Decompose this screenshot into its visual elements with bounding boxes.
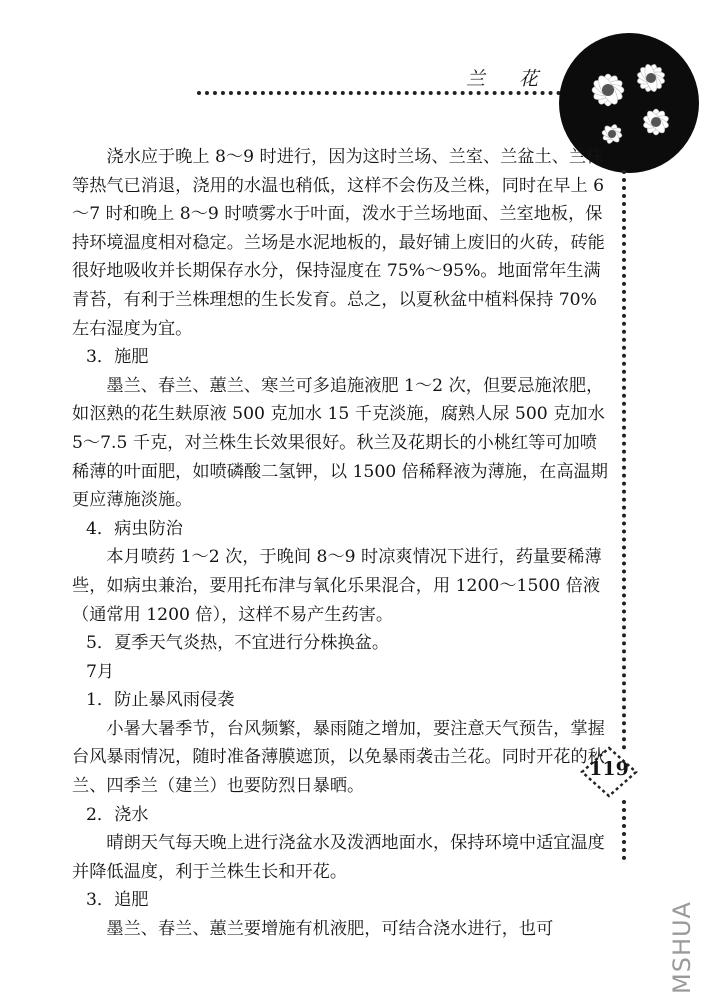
month-heading: 7月 <box>86 661 115 682</box>
body-text <box>72 143 610 944</box>
page-number: 119 <box>589 758 629 780</box>
margin-dotted-border-lower <box>622 800 636 860</box>
section-heading: 1．防止暴风雨侵袭 <box>86 690 235 711</box>
section-heading: 2．浇水 <box>86 804 149 825</box>
margin-dotted-border <box>622 170 636 750</box>
paragraph: 墨兰、春兰、蕙兰、寒兰可多追施液肥 1～2 次，但要忌施浓肥，如沤熟的花生麸原液 500 克加水 15 千克淡施，腐熟人尿 500 克加水 5～7.5 千克，对兰株生长效果很好。秋兰及花期长的小桃红等可加喷稀薄的叶面肥，如喷磷酸二氢钾，以 1500 倍稀释液为薄施，在高温期更应薄施淡施。 <box>72 375 608 511</box>
header-dotted-rule <box>197 91 569 95</box>
section-heading: 3．施肥 <box>86 347 149 368</box>
paragraph: 本月喷药 1～2 次，于晚间 8～9 时凉爽情况下进行，药量要稀薄些，如病虫兼治，要用托布津与氧化乐果混合，用 1200～1500 倍液（通常用 1200 倍），这样不易产生药害。 <box>72 547 602 625</box>
section-heading: 5．夏季天气炎热，不宜进行分株换盆。 <box>86 633 390 654</box>
paragraph: 晴朗天气每天晚上进行浇盆水及泼洒地面水，保持环境中适宜温度并降低温度，利于兰株生长和开花。 <box>72 833 605 882</box>
watermark: MSHUA <box>668 901 696 994</box>
section-heading: 3．追肥 <box>86 890 149 911</box>
paragraph: 浇水应于晚上 8～9 时进行，因为这时兰场、兰室、兰盆土、兰株等热气已消退，浇用的水温也稍低，这样不会伤及兰株，同时在早上 6～7 时和晚上 8～9 时喷雾水于叶面，泼水于兰场地面、兰室地板，保持环境温度相对稳定。兰场是水泥地板的，最好铺上废旧的火砖，砖能很好地吸收并长期保存水分，保持湿度在 75%～95%。地面常年生满青苔，有利于兰株理想的生长发育。总之，以夏秋盆中植料保持 70% 左右湿度为宜。 <box>72 147 605 339</box>
paragraph: 小暑大暑季节，台风频繁，暴雨随之增加，要注意天气预告，掌握台风暴雨情况，随时准备薄膜遮顶，以免暴雨袭击兰花。同时开花的秋兰、四季兰（建兰）也要防烈日暴晒。 <box>72 718 605 797</box>
section-heading: 4．病虫防治 <box>86 518 183 539</box>
paragraph: 墨兰、春兰、蕙兰要增施有机液肥，可结合浇水进行，也可 <box>106 919 554 940</box>
running-header-title: 兰 花 <box>466 68 553 90</box>
